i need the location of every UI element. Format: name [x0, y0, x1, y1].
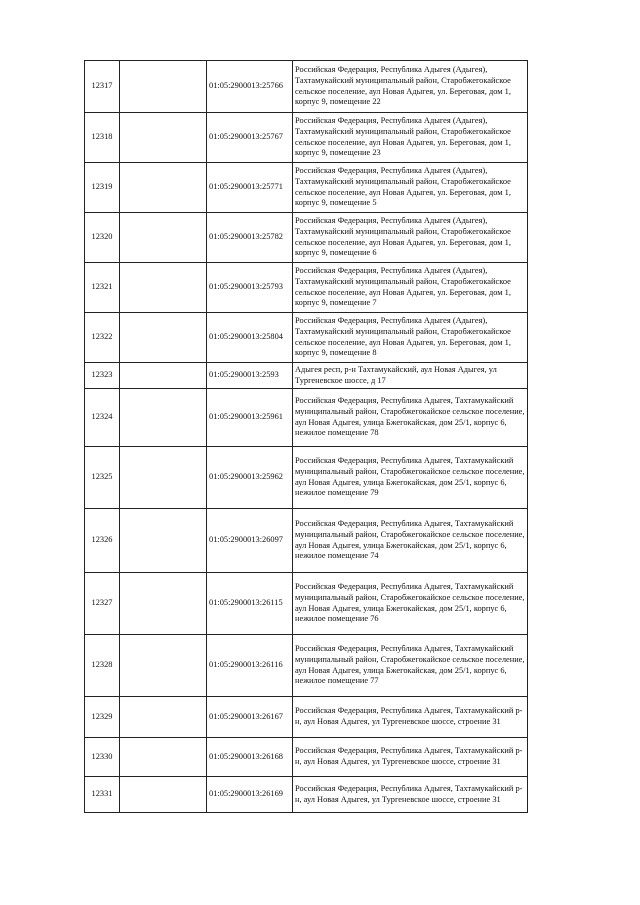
owner-cell [120, 61, 207, 113]
address-cell: Российская Федерация, Республика Адыгея, Тахтамукайский р-н, аул Новая Адыгея, ул Тургеневское шоссе, строение 31 [293, 777, 528, 813]
cadastral-number: 01:05:2900013:26116 [207, 635, 293, 697]
cadastral-number: 01:05:2900013:26097 [207, 509, 293, 573]
row-number: 12317 [85, 61, 120, 113]
owner-cell [120, 213, 207, 263]
owner-cell [120, 313, 207, 363]
address-cell: Российская Федерация, Республика Адыгея, Тахтамукайский муниципальный район, Старобжегокайское сельское поселение, аул Новая Адыгея, улица Бжегокайская, дом 25/1, корпус 6, нежилое помещение 74 [293, 509, 528, 573]
owner-cell [120, 113, 207, 163]
table-row [85, 263, 528, 313]
table-row [85, 163, 528, 213]
cadastral-number: 01:05:2900013:26168 [207, 738, 293, 777]
table-row [85, 509, 528, 573]
address-cell: Российская Федерация, Республика Адыгея (Адыгея), Тахтамукайский муниципальный район, Старобжегокайское сельское поселение, аул Новая Адыгея, ул. Береговая, дом 1, корпус 9, помещение 6 [293, 213, 528, 263]
cadastral-number: 01:05:2900013:2593 [207, 363, 293, 389]
row-number: 12324 [85, 389, 120, 447]
row-number: 12326 [85, 509, 120, 573]
row-number: 12323 [85, 363, 120, 389]
cadastral-number: 01:05:2900013:25961 [207, 389, 293, 447]
table-row [85, 697, 528, 738]
registry-table [84, 60, 528, 813]
address-cell: Российская Федерация, Республика Адыгея (Адыгея), Тахтамукайский муниципальный район, Старобжегокайское сельское поселение, аул Новая Адыгея, ул. Береговая, дом 1, корпус 9, помещение 23 [293, 113, 528, 163]
table-row [85, 313, 528, 363]
table-row [85, 635, 528, 697]
address-cell: Российская Федерация, Республика Адыгея, Тахтамукайский муниципальный район, Старобжегокайское сельское поселение, аул Новая Адыгея, улица Бжегокайская, дом 25/1, корпус 6, нежилое помещение 78 [293, 389, 528, 447]
cadastral-number: 01:05:2900013:25962 [207, 447, 293, 509]
cadastral-number: 01:05:2900013:25766 [207, 61, 293, 113]
cadastral-number: 01:05:2900013:25793 [207, 263, 293, 313]
cadastral-number: 01:05:2900013:25804 [207, 313, 293, 363]
row-number: 12329 [85, 697, 120, 738]
owner-cell [120, 777, 207, 813]
row-number: 12321 [85, 263, 120, 313]
owner-cell [120, 447, 207, 509]
owner-cell [120, 163, 207, 213]
cadastral-number: 01:05:2900013:26169 [207, 777, 293, 813]
table-row [85, 363, 528, 389]
address-cell: Российская Федерация, Республика Адыгея (Адыгея), Тахтамукайский муниципальный район, Старобжегокайское сельское поселение, аул Новая Адыгея, ул. Береговая, дом 1, корпус 9, помещение 8 [293, 313, 528, 363]
owner-cell [120, 697, 207, 738]
address-cell: Российская Федерация, Республика Адыгея, Тахтамукайский муниципальный район, Старобжегокайское сельское поселение, аул Новая Адыгея, улица Бжегокайская, дом 25/1, корпус 6, нежилое помещение 77 [293, 635, 528, 697]
address-cell: Российская Федерация, Республика Адыгея, Тахтамукайский муниципальный район, Старобжегокайское сельское поселение, аул Новая Адыгея, улица Бжегокайская, дом 25/1, корпус 6, нежилое помещение 76 [293, 573, 528, 635]
address-cell: Российская Федерация, Республика Адыгея (Адыгея), Тахтамукайский муниципальный район, Старобжегокайское сельское поселение, аул Новая Адыгея, ул. Береговая, дом 1, корпус 9, помещение 7 [293, 263, 528, 313]
row-number: 12327 [85, 573, 120, 635]
cadastral-number: 01:05:2900013:25782 [207, 213, 293, 263]
table-row [85, 213, 528, 263]
address-cell: Российская Федерация, Республика Адыгея (Адыгея), Тахтамукайский муниципальный район, Старобжегокайское сельское поселение, аул Новая Адыгея, ул. Береговая, дом 1, корпус 9, помещение 5 [293, 163, 528, 213]
address-cell: Российская Федерация, Республика Адыгея, Тахтамукайский муниципальный район, Старобжегокайское сельское поселение, аул Новая Адыгея, улица Бжегокайская, дом 25/1, корпус 6, нежилое помещение 79 [293, 447, 528, 509]
address-cell: Российская Федерация, Республика Адыгея (Адыгея), Тахтамукайский муниципальный район, Старобжегокайское сельское поселение, аул Новая Адыгея, ул. Береговая, дом 1, корпус 9, помещение 22 [293, 61, 528, 113]
table-row [85, 61, 528, 113]
cadastral-number: 01:05:2900013:26115 [207, 573, 293, 635]
owner-cell [120, 389, 207, 447]
row-number: 12330 [85, 738, 120, 777]
table-row [85, 573, 528, 635]
row-number: 12325 [85, 447, 120, 509]
row-number: 12331 [85, 777, 120, 813]
owner-cell [120, 738, 207, 777]
registry-body [85, 61, 528, 813]
owner-cell [120, 263, 207, 313]
address-cell: Российская Федерация, Республика Адыгея, Тахтамукайский р-н, аул Новая Адыгея, ул Тургеневское шоссе, строение 31 [293, 697, 528, 738]
cadastral-number: 01:05:2900013:25771 [207, 163, 293, 213]
table-row [85, 447, 528, 509]
cadastral-number: 01:05:2900013:26167 [207, 697, 293, 738]
owner-cell [120, 635, 207, 697]
cadastral-number: 01:05:2900013:25767 [207, 113, 293, 163]
address-cell: Российская Федерация, Республика Адыгея, Тахтамукайский р-н, аул Новая Адыгея, ул Тургеневское шоссе, строение 31 [293, 738, 528, 777]
row-number: 12320 [85, 213, 120, 263]
address-cell: Адыгея респ, р-н Тахтамукайский, аул Новая Адыгея, ул Тургеневское шоссе, д 17 [293, 363, 528, 389]
owner-cell [120, 509, 207, 573]
table-row [85, 738, 528, 777]
row-number: 12322 [85, 313, 120, 363]
owner-cell [120, 573, 207, 635]
table-row [85, 389, 528, 447]
row-number: 12328 [85, 635, 120, 697]
table-row [85, 777, 528, 813]
owner-cell [120, 363, 207, 389]
row-number: 12319 [85, 163, 120, 213]
table-row [85, 113, 528, 163]
row-number: 12318 [85, 113, 120, 163]
